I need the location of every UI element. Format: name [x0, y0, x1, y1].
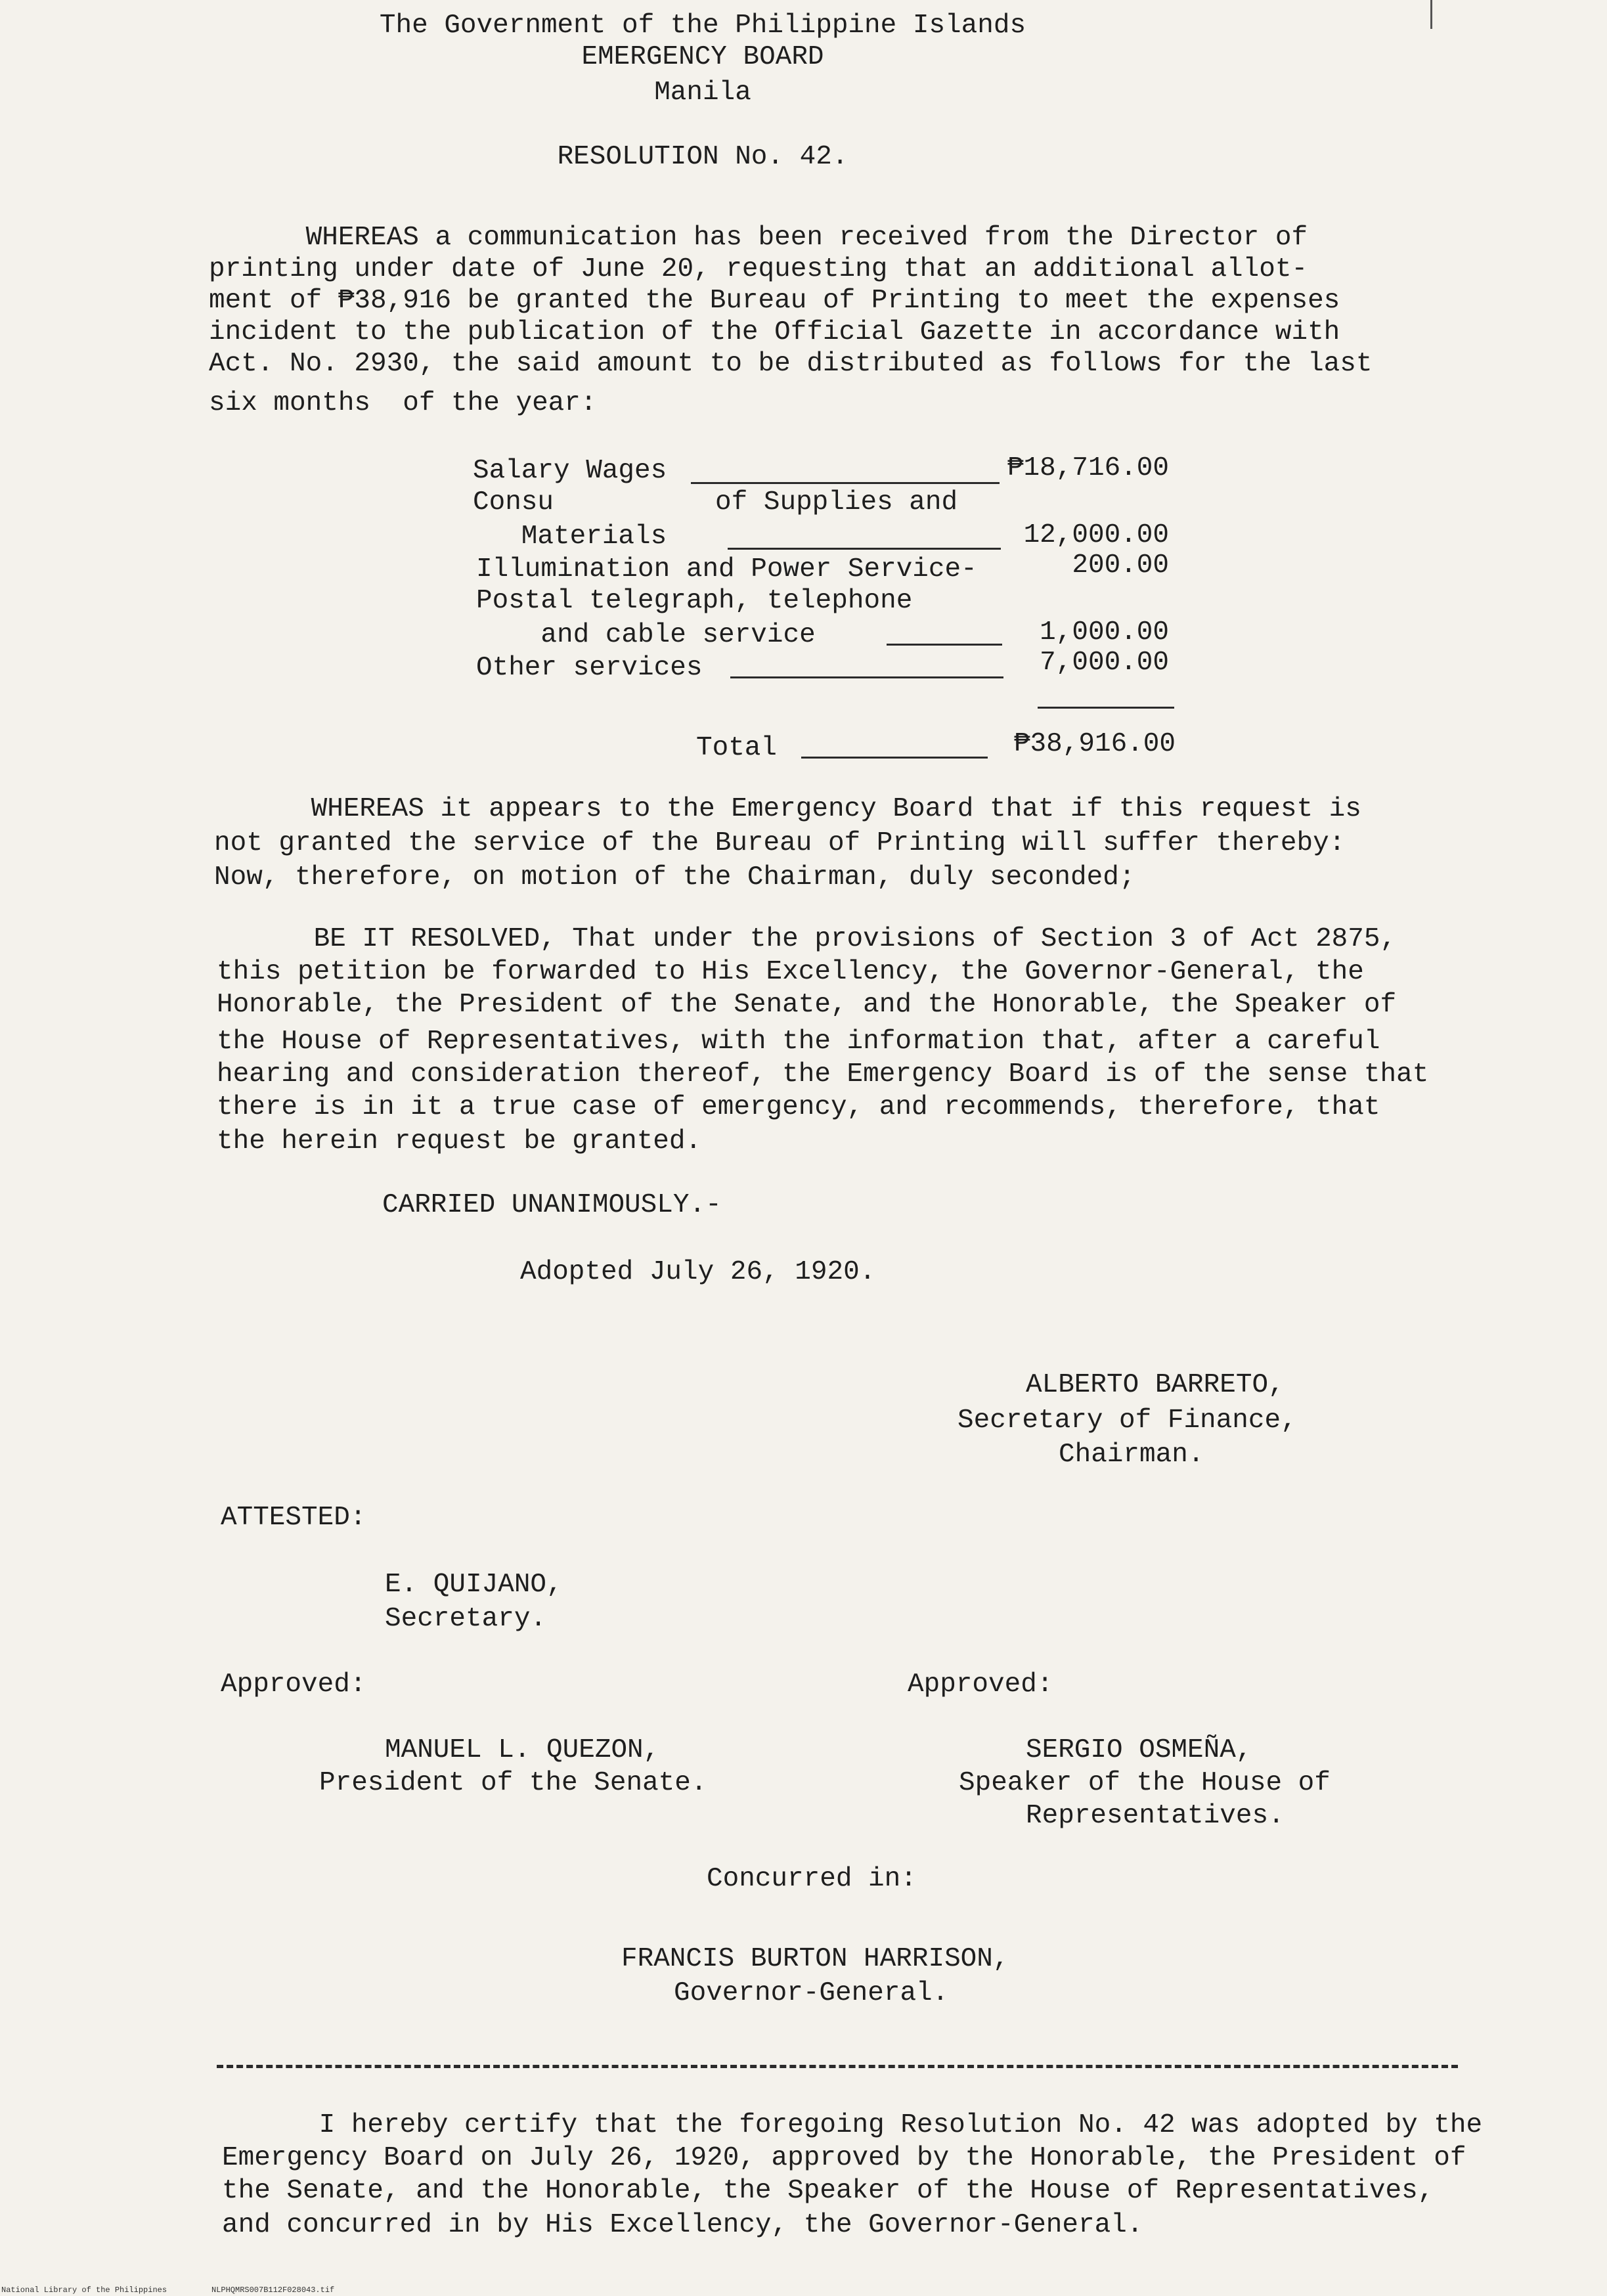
whereas-2-line: Now, therefore, on motion of the Chairman, duly seconded;: [214, 862, 1135, 893]
secretary-name: E. QUIJANO,: [385, 1570, 563, 1600]
certification-line: Emergency Board on July 26, 1920, approved by the Honorable, the President of: [222, 2143, 1466, 2173]
governor-name: FRANCIS BURTON HARRISON,: [621, 1944, 1009, 1974]
leader-line: [730, 676, 1003, 678]
allotment-label: and cable service: [476, 620, 816, 650]
allotment-amount: 1,000.00: [1040, 617, 1169, 648]
certification-line: and concurred in by His Excellency, the Governor-General.: [222, 2210, 1143, 2240]
chairman-name: ALBERTO BARRETO,: [1026, 1370, 1285, 1400]
header-board: EMERGENCY BOARD: [581, 42, 824, 72]
resolved-line: BE IT RESOLVED, That under the provisions of Section 3 of Act 2875,: [217, 924, 1397, 954]
resolved-line: this petition be forwarded to His Excellency, the Governor-General, the: [217, 957, 1364, 987]
allotment-amount: 12,000.00: [1023, 520, 1169, 550]
house-speaker-title-2: Representatives.: [1026, 1801, 1285, 1831]
senate-president-title: President of the Senate.: [319, 1768, 707, 1798]
scan-edge-mark: [1430, 0, 1432, 29]
approved-right-label: Approved:: [908, 1669, 1053, 1700]
leader-line: [801, 757, 988, 759]
allotment-label: Salary Wages: [473, 456, 667, 486]
approved-left-label: Approved:: [221, 1669, 366, 1700]
total-amount: ₱38,916.00: [1013, 729, 1176, 759]
whereas-1-line: six months of the year:: [209, 388, 597, 418]
chairman-title: Secretary of Finance,: [958, 1405, 1297, 1436]
attested-label: ATTESTED:: [221, 1503, 366, 1533]
whereas-2-line: not granted the service of the Bureau of Printing will suffer thereby:: [214, 828, 1346, 858]
allotment-label: Postal telegraph, telephone: [476, 586, 913, 616]
header-government: The Government of the Philippine Islands: [379, 11, 1026, 41]
allotment-amount: 200.00: [1072, 550, 1169, 581]
allotment-label: Illumination and Power Service-: [476, 554, 977, 585]
dashed-separator: [217, 2065, 1458, 2068]
resolution-number: RESOLUTION No. 42.: [557, 142, 848, 172]
library-credit: National Library of the Philippines: [1, 2285, 167, 2295]
certification-line: I hereby certify that the foregoing Resolution No. 42 was adopted by the: [222, 2110, 1483, 2140]
resolved-line: hearing and consideration thereof, the Emergency Board is of the sense that: [217, 1059, 1429, 1090]
file-identifier: NLPHQMRS007B112F028043.tif: [211, 2285, 335, 2295]
senate-president-name: MANUEL L. QUEZON,: [385, 1735, 660, 1765]
house-speaker-name: SERGIO OSMEÑA,: [1026, 1735, 1252, 1765]
leader-line: [691, 482, 1000, 484]
whereas-2-line: WHEREAS it appears to the Emergency Board that if this request is: [214, 794, 1361, 824]
whereas-1-line: ment of ₱38,916 be granted the Bureau of Printing to meet the expenses: [209, 286, 1340, 316]
governor-title: Governor-General.: [674, 1978, 949, 2008]
allotment-amount: 7,000.00: [1040, 648, 1169, 678]
allotment-label: Consu of Supplies and: [473, 487, 958, 518]
whereas-1-line: printing under date of June 20, requesting that an additional allot-: [209, 254, 1308, 284]
total-label: Total: [696, 733, 778, 763]
resolved-line: Honorable, the President of the Senate, and the Honorable, the Speaker of: [217, 990, 1397, 1020]
resolved-line: the House of Representatives, with the information that, after a careful: [217, 1027, 1380, 1057]
house-speaker-title: Speaker of the House of: [959, 1768, 1331, 1798]
sum-rule: [1038, 707, 1174, 709]
whereas-1-line: Act. No. 2930, the said amount to be distributed as follows for the last: [209, 349, 1373, 379]
allotment-amount: ₱18,716.00: [1007, 453, 1169, 483]
resolved-line: there is in it a true case of emergency, and recommends, therefore, that: [217, 1092, 1380, 1122]
header-city: Manila: [654, 77, 751, 108]
whereas-1-line: WHEREAS a communication has been received from the Director of: [209, 223, 1308, 253]
certification-line: the Senate, and the Honorable, the Speaker of the House of Representatives,: [222, 2176, 1434, 2206]
adoption-date: Adopted July 26, 1920.: [520, 1257, 876, 1287]
chairman-role: Chairman.: [1059, 1440, 1204, 1470]
carried-unanimously: CARRIED UNANIMOUSLY.-: [382, 1190, 722, 1220]
leader-line: [728, 548, 1001, 550]
whereas-1-line: incident to the publication of the Official Gazette in accordance with: [209, 317, 1340, 347]
resolved-line: the herein request be granted.: [217, 1126, 702, 1157]
secretary-title: Secretary.: [385, 1604, 547, 1634]
concurred-label: Concurred in:: [707, 1864, 917, 1894]
allotment-label: Other services: [476, 653, 703, 683]
allotment-label: Materials: [473, 521, 667, 552]
